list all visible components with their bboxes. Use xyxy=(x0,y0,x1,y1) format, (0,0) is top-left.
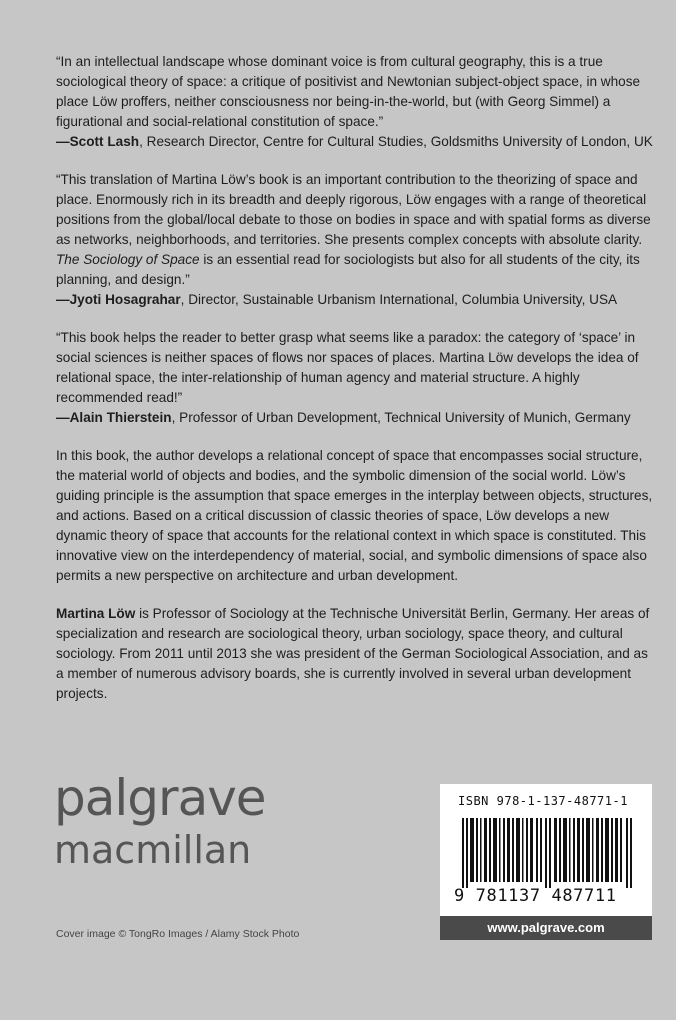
quote-text-before: “This translation of Martina Löw’s book is an important contribution to the theorizing of space and place. Enormously rich in its breadth and deeply rigorous, Löw engages with a range of theoretical positions from the global/local debate to those on bodies in space and with spatial forms as diverse as networks, neighborhoods, and territories. She presents complex concepts with absolute clarity. xyxy=(56,172,651,247)
quote-affiliation: , Research Director, Centre for Cultural Studies, Goldsmiths University of London, UK xyxy=(139,134,653,149)
author-bio xyxy=(56,604,656,704)
attribution-dash: — xyxy=(56,410,70,425)
barcode-icon xyxy=(462,818,634,888)
bio-body: is Professor of Sociology at the Technische Universität Berlin, Germany. Her areas of specialization and research are sociological theory, urban sociology, space theory, and cultural sociology. From 2011 until 2013 she was president of the German Sociological Association, and as a member of numerous advisory boards, she is currently involved in several urban development projects. xyxy=(56,606,650,701)
bio-author-name: Martina Löw xyxy=(56,606,136,621)
quote-text-after: is an essential read for sociologists but also for all students of the city, its planning, and design.” xyxy=(56,252,640,287)
isbn-barcode-box xyxy=(440,784,652,916)
quote-hosagrahar xyxy=(56,170,656,310)
barcode-digits: 9 781137 487711 xyxy=(454,886,617,906)
book-description xyxy=(56,446,656,586)
description-text: In this book, the author develops a relational concept of space that encompasses social structure, the material world of objects and bodies, and the symbolic dimension of the social world. Löw’s guiding principle is the assumption that space emerges in the interplay between objects, structures, and actions. Based on a critical discussion of classic theories of space, Löw develops a new dynamic theory of space that accounts for the relational context in which space is constituted. This innovative view on the interdependency of material, social, and symbolic dimensions of space also permits a new perspective on architecture and urban development. xyxy=(56,448,653,583)
quote-affiliation: , Professor of Urban Development, Technical University of Munich, Germany xyxy=(171,410,631,425)
quote-text: “This book helps the reader to better grasp what seems like a paradox: the category of ‘space’ in social sciences is neither spaces of flows nor spaces of places. Martina Löw develops the idea of relational space, the inter-relationship of human agency and material structure. A highly recommended read!” xyxy=(56,330,639,405)
quote-attribution xyxy=(56,290,656,310)
quote-author: Scott Lash xyxy=(69,134,140,149)
quote-attribution xyxy=(56,132,656,152)
bio-text xyxy=(56,604,656,704)
quote-attribution xyxy=(56,408,656,428)
quote-author: Jyoti Hosagrahar xyxy=(69,292,181,307)
publisher-logo-line1: palgrave xyxy=(54,769,266,827)
quote-author: Alain Thierstein xyxy=(69,410,172,425)
publisher-logo-line2: macmillan xyxy=(54,828,252,872)
back-cover-text xyxy=(56,52,656,722)
isbn-label: ISBN 978-1-137-48771-1 xyxy=(458,794,628,808)
publisher-url: www.palgrave.com xyxy=(440,916,652,940)
publisher-logo xyxy=(54,770,266,872)
attribution-dash: — xyxy=(56,292,70,307)
book-title: The Sociology of Space xyxy=(56,252,200,267)
quote-thierstein xyxy=(56,328,656,428)
attribution-dash: — xyxy=(56,134,70,149)
cover-image-credit: Cover image © TongRo Images / Alamy Stock Photo xyxy=(56,928,300,940)
quote-lash xyxy=(56,52,656,152)
quote-affiliation: , Director, Sustainable Urbanism International, Columbia University, USA xyxy=(180,292,618,307)
quote-text xyxy=(56,170,656,290)
quote-text: “In an intellectual landscape whose dominant voice is from cultural geography, this is a true sociological theory of space: a critique of positivist and Newtonian subject-object space, in whose place Löw proffers, neither consciousness nor being-in-the-world, but (with Georg Simmel) a figurational and social-relational constitution of space.” xyxy=(56,54,641,129)
